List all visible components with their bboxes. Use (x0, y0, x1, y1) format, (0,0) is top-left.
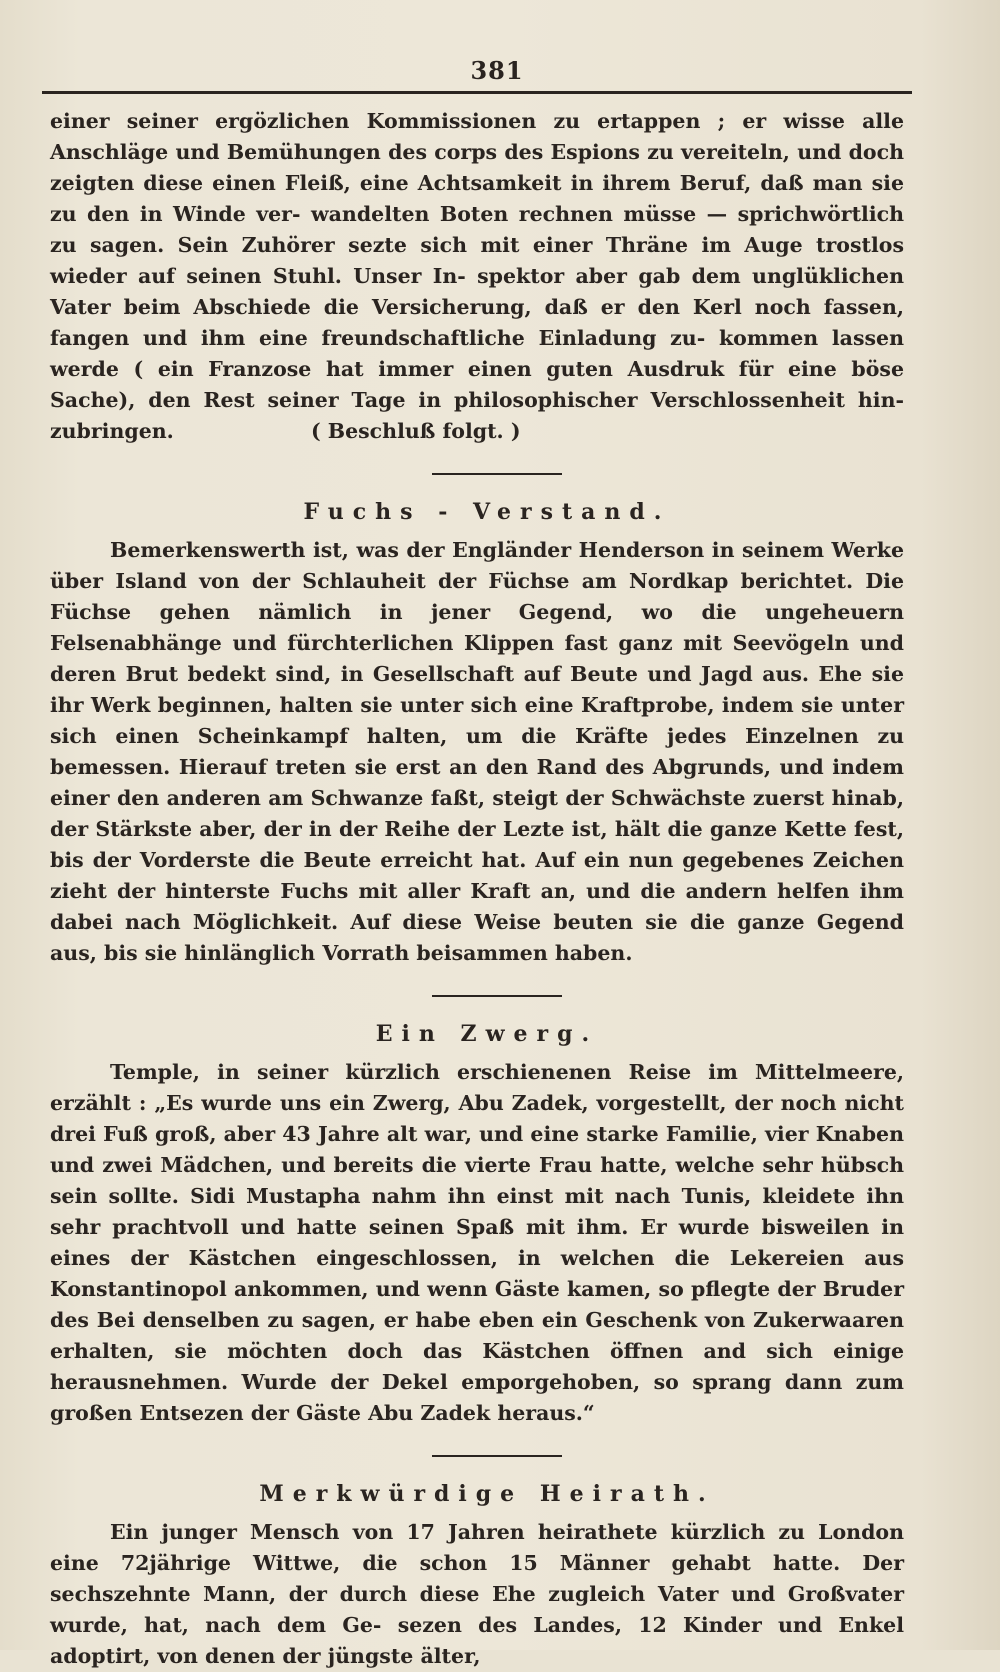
section-body: Ein junger Mensch von 17 Jahren heirathete kürzlich zu London eine 72jährige Wittwe, die schon 15 Männer gehabt hatte. Der sechszehnte Mann, der durch diese Ehe zugleich Vater und Großvater wurde, hat, nach dem Ge- sezen des Landes, 12 Kinder und Enkel adoptirt, von denen der jüngste älter, (50, 1520, 904, 1668)
continuation-paragraph (50, 106, 904, 447)
section-separator (432, 1455, 562, 1457)
section-fuchs-verstand (50, 499, 904, 969)
section-ein-zwerg (50, 1021, 904, 1429)
continuation-section (50, 106, 904, 447)
continuation-text: einer seiner ergözlichen Kommissionen zu ertappen ; er wisse alle Anschläge und Bemühungen des corps des Espions zu vereiteln, und doch zeigten diese einen Fleiß, eine Achtsamkeit in ihrem Beruf, daß man sie zu den in Winde ver- wandelten Boten rechnen müsse — sprichwörtlich zu sagen. Sein Zuhörer sezte sich mit einer Thräne im Auge trostlos wieder auf seinen Stuhl. Unser In- spektor aber gab dem unglüklichen Vater beim Abschiede die Versicherung, daß er den Kerl noch fassen, fangen und ihm eine freundschaftliche Einladung zu- kommen lassen werde ( ein Franzose hat immer einen guten Ausdruk für eine böse Sache), den Rest seiner Tage in philosophischer Verschlossenheit hin- zubringen. (50, 109, 904, 443)
section-title: Fuchs - Verstand. (303, 499, 671, 525)
section-title: Merkwürdige Heirath. (259, 1481, 715, 1507)
header-rule (42, 91, 912, 94)
section-body: Bemerkenswerth ist, was der Engländer Henderson in seinem Werke über Island von der Schlauheit der Füchse am Nordkap berichtet. Die Füchse gehen nämlich in jener Gegend, wo die ungeheuern Felsenabhänge und fürchterlichen Klippen fast ganz mit Seevögeln und deren Brut bedekt sind, in Gesellschaft auf Beute und Jagd aus. Ehe sie ihr Werk beginnen, halten sie unter sich eine Kraftprobe, indem sie unter sich einen Scheinkampf halten, um die Kräfte jedes Einzelnen zu bemessen. Hierauf treten sie erst an den Rand des Abgrunds, und indem einer den anderen am Schwanze faßt, steigt der Schwächste zuerst hinab, der Stärkste aber, der in der Reihe der Lezte ist, hält die ganze Kette fest, bis der Vorderste die Beute erreicht hat. Auf ein nun gegebenes Zeichen zieht der hinterste Fuchs mit aller Kraft an, und die andern helfen ihm dabei nach Möglichkeit. Auf diese Weise beuten sie die ganze Gegend aus, bis sie hinlänglich Vorrath beisammen haben. (50, 538, 904, 965)
section-separator (432, 995, 562, 997)
section-merkwuerdige-heirath (50, 1481, 904, 1672)
section-title: Ein Zwerg. (375, 1021, 599, 1047)
section-separator (432, 473, 562, 475)
continuation-note: ( Beschluß folgt. ) (310, 419, 521, 443)
page-number: 381 (470, 56, 524, 85)
section-body: Temple, in seiner kürzlich erschienenen Reise im Mittelmeere, erzählt : „Es wurde uns ein Zwerg, Abu Zadek, vorgestellt, der noch nicht drei Fuß groß, aber 43 Jahre alt war, und eine starke Familie, vier Knaben und zwei Mädchen, und bereits die vierte Frau hatte, welche sehr hübsch sein sollte. Sidi Mustapha nahm ihn einst mit nach Tunis, kleidete ihn sehr prachtvoll und hatte seinen Spaß mit ihm. Er wurde bisweilen in eines der Kästchen eingeschlossen, in welchen die Lekereien aus Konstantinopol ankommen, und wenn Gäste kamen, so pflegte der Bruder des Bei denselben zu sagen, er habe eben ein Geschenk von Zukerwaaren erhalten, sie möchten doch das Kästchen öffnen and sich einige herausnehmen. Wurde der Dekel emporgehoben, so sprang dann zum großen Entsezen der Gäste Abu Zadek heraus.“ (50, 1060, 904, 1425)
